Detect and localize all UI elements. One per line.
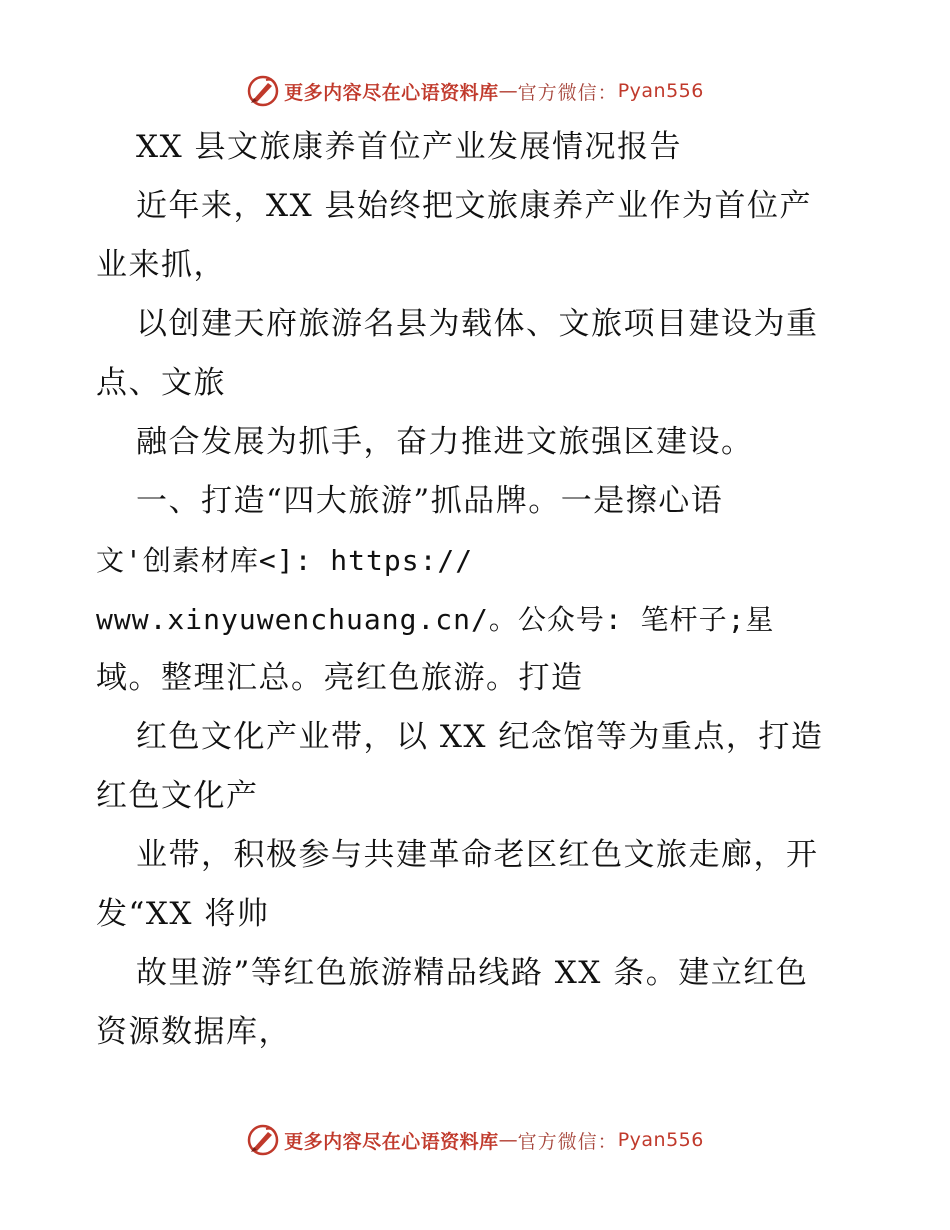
watermark-main-text: 更多内容尽在心语资料库 xyxy=(284,1130,499,1153)
watermark-dash: — xyxy=(498,80,518,102)
header-watermark xyxy=(0,71,950,111)
paragraph-line: 业带，积极参与共建革命老区红色文旅走廊，开 xyxy=(136,837,819,873)
paragraph-line: 以创建天府旅游名县为载体、文旅项目建设为重 xyxy=(136,306,819,342)
document-body xyxy=(96,118,856,1062)
paragraph-line: 发“XX 将帅 xyxy=(96,896,270,932)
paragraph-line: 故里游”等红色旅游精品线路 XX 条。建立红色 xyxy=(136,955,809,991)
paragraph-line: 近年来，XX 县始终把文旅康养产业作为首位产 xyxy=(136,188,812,224)
paragraph-line: 融合发展为抓手，奋力推进文旅强区建设。 xyxy=(136,424,754,460)
watermark-wechat-label: 官方微信： xyxy=(517,81,618,104)
watermark-dash: — xyxy=(498,1129,518,1151)
pen-logo-icon xyxy=(246,74,280,108)
paragraph-line: 业来抓， xyxy=(96,247,226,283)
paragraph-line: www.xinyuwenchuang.cn/。公众号: 笔杆子;星 xyxy=(96,603,775,636)
watermark-main-text: 更多内容尽在心语资料库 xyxy=(284,81,499,104)
document-title: XX 县文旅康养首位产业发展情况报告 xyxy=(136,129,682,165)
footer-watermark xyxy=(0,1120,950,1160)
pen-logo-icon xyxy=(246,1123,280,1157)
watermark-wechat-label: 官方微信： xyxy=(517,1130,618,1153)
watermark-wechat-id: Pyan556 xyxy=(617,80,704,102)
paragraph-line: 文'创素材库<]: https:// xyxy=(96,544,474,577)
paragraph-line: 红色文化产业带，以 XX 纪念馆等为重点，打造 xyxy=(136,719,824,755)
watermark-wechat-id: Pyan556 xyxy=(617,1129,704,1151)
paragraph-line: 资源数据库， xyxy=(96,1014,291,1050)
paragraph-line: 点、文旅 xyxy=(96,365,226,401)
paragraph-line: 红色文化产 xyxy=(96,778,259,814)
paragraph-line: 域。整理汇总。亮红色旅游。打造 xyxy=(96,660,584,696)
section-heading-line: 一、打造“四大旅游”抓品牌。一是擦心语 xyxy=(136,483,724,519)
